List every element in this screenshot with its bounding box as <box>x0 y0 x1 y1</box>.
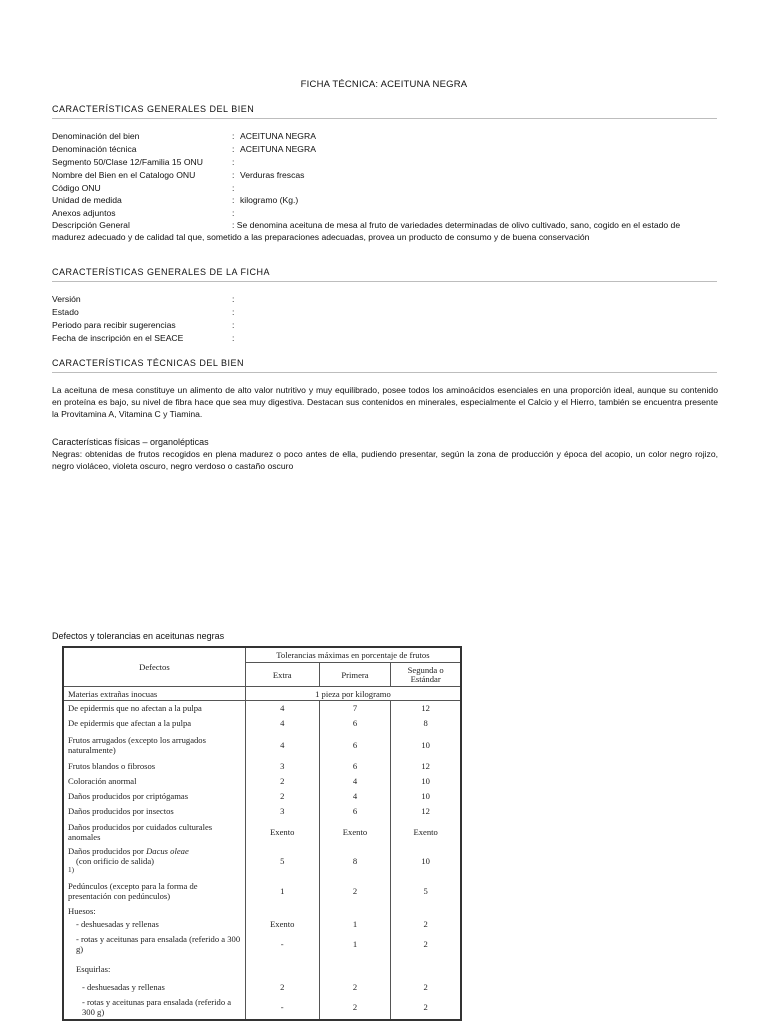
kv-colon: : <box>232 144 235 154</box>
row-label <box>63 930 245 958</box>
cell-primera: Exento <box>319 819 391 846</box>
dacus-label-post: (con orificio de salida) <box>76 855 155 866</box>
esquirlas-text: Esquirlas: <box>76 964 111 975</box>
esquirlas-sub-label: - rotas y aceitunas para ensalada (referido a 300 g) <box>82 996 232 1017</box>
kv-colon: : <box>232 294 235 304</box>
kv-label: Denominación del bien <box>52 131 140 141</box>
cell-segunda: 12 <box>391 759 461 774</box>
huesos-sub-label: - rotas y aceitunas para ensalada (referido a 300 g) <box>76 934 241 955</box>
kv-label: Unidad de medida <box>52 195 122 205</box>
cell-primera: 2 <box>319 994 391 1020</box>
document-title: FICHA TÉCNICA: ACEITUNA NEGRA <box>300 79 468 90</box>
cell-primera: 6 <box>319 804 391 819</box>
row-label <box>63 980 245 994</box>
description-text-line2: madurez adecuado y de calidad tal que, sometido a las preparaciones adecuadas, provea un producto de consumo y de buena conservación <box>52 232 590 242</box>
kv-colon: : <box>232 208 235 218</box>
cell-segunda: Exento <box>391 819 461 846</box>
cell-extra: Exento <box>245 819 319 846</box>
cell-segunda: 2 <box>391 917 461 930</box>
cell-extra: 4 <box>245 731 319 759</box>
cell-segunda: 2 <box>391 980 461 994</box>
header-defects: Defectos <box>63 647 245 687</box>
cell-segunda: 2 <box>391 930 461 958</box>
kv-colon: : <box>232 183 235 193</box>
cell-primera: 8 <box>319 846 391 878</box>
cell-primera: 1 <box>319 930 391 958</box>
cell-extra: - <box>245 930 319 958</box>
row-label: Coloración anormal <box>63 774 245 789</box>
header-segunda: Segunda o Estándar <box>391 663 461 687</box>
row-label: Daños producidos por insectos <box>63 804 245 819</box>
kv-label: Código ONU <box>52 183 101 193</box>
description-label: Descripción General <box>52 220 130 230</box>
dacus-label-pre: Daños producidos por <box>68 845 144 856</box>
esquirlas-sub-label: - deshuesadas y rellenas <box>82 982 165 993</box>
cell-primera: 2 <box>319 980 391 994</box>
section-heading-bien: CARACTERÍSTICAS GENERALES DEL BIEN <box>52 104 717 119</box>
row-label <box>63 994 245 1020</box>
kv-value: Verduras frescas <box>240 170 305 180</box>
dacus-label-italic: Dacus oleae <box>146 845 189 856</box>
physical-paragraph: Negras: obtenidas de frutos recogidos en plena madurez o poco antes de ella, pudiendo presentar, según la zona de producción y época del acopio, un color negro rojizo, negro violáceo, violeta oscuro, negro verdoso o castaño oscuro <box>52 449 718 471</box>
row-label: De epidermis que afectan a la pulpa <box>63 716 245 731</box>
row-label: Frutos blandos o fibrosos <box>63 759 245 774</box>
section-heading-tecnicas: CARACTERÍSTICAS TÉCNICAS DEL BIEN <box>52 358 717 373</box>
nutrition-paragraph: La aceituna de mesa constituye un alimento de alto valor nutritivo y muy equilibrado, posee todos los aminoácidos esenciales en una proporción ideal, aunque su contenido en proteína es bajo, su nivel de fibra hace que sea muy digestiva. Destacan sus contenidos en minerales, especialmente el Calcio y el Hierro, también se encuentra presente la Provitamina A, Vitamina C y Tiamina. <box>52 385 718 419</box>
cell-primera: 6 <box>319 759 391 774</box>
empty-cell <box>319 905 391 917</box>
row-label <box>63 917 245 930</box>
cell-primera: 7 <box>319 701 391 716</box>
kv-label: Segmento 50/Clase 12/Familia 15 ONU <box>52 157 203 167</box>
cell-extra: 5 <box>245 846 319 878</box>
cell-primera: 4 <box>319 789 391 804</box>
cell-primera: 1 <box>319 917 391 930</box>
kv-label: Estado <box>52 307 79 317</box>
kv-value: kilogramo (Kg.) <box>240 195 299 205</box>
kv-colon: : <box>232 333 235 343</box>
cell-extra: 4 <box>245 716 319 731</box>
row-label: De epidermis que no afectan a la pulpa <box>63 701 245 716</box>
row-label: Frutos arrugados (excepto los arrugados naturalmente) <box>63 731 245 759</box>
defects-table <box>62 646 462 1021</box>
cell-segunda: 10 <box>391 774 461 789</box>
footnote-marker: 1) <box>68 865 74 874</box>
cell-primera: 4 <box>319 774 391 789</box>
empty-cell <box>391 958 461 980</box>
header-primera: Primera <box>319 663 391 687</box>
row-label: Materias extrañas inocuas <box>63 687 245 701</box>
physical-subheading: Características físicas – organolépticas <box>52 437 209 447</box>
table-caption: Defectos y tolerancias en aceitunas negras <box>52 631 225 641</box>
description-text-line1: : Se denomina aceituna de mesa al fruto de variedades determinadas de olivo cultivado, sano, cogido en el estado de <box>232 220 681 230</box>
kv-colon: : <box>232 131 235 141</box>
kv-label: Versión <box>52 294 81 304</box>
description-row <box>52 220 130 230</box>
cell-segunda: 10 <box>391 846 461 878</box>
cell-extra: 2 <box>245 774 319 789</box>
kv-label: Anexos adjuntos <box>52 208 116 218</box>
cell-primera: 6 <box>319 716 391 731</box>
esquirlas-label <box>63 958 245 980</box>
row-label-dacus <box>63 846 245 878</box>
cell-primera: 2 <box>319 877 391 905</box>
kv-colon: : <box>232 157 235 167</box>
cell-primera: 6 <box>319 731 391 759</box>
cell-extra: 4 <box>245 701 319 716</box>
kv-colon: : <box>232 320 235 330</box>
empty-cell <box>391 905 461 917</box>
cell-extra: 3 <box>245 759 319 774</box>
cell-extra: 3 <box>245 804 319 819</box>
cell-extra: - <box>245 994 319 1020</box>
kv-label: Nombre del Bien en el Catalogo ONU <box>52 170 196 180</box>
kv-label: Denominación técnica <box>52 144 137 154</box>
cell-segunda: 5 <box>391 877 461 905</box>
cell-extra: 1 <box>245 877 319 905</box>
cell-segunda: 12 <box>391 701 461 716</box>
cell-segunda: 8 <box>391 716 461 731</box>
cell-extra: Exento <box>245 917 319 930</box>
huesos-label: Huesos: <box>63 905 245 917</box>
kv-colon: : <box>232 170 235 180</box>
row-value: 1 pieza por kilogramo <box>245 687 461 701</box>
cell-segunda: 10 <box>391 731 461 759</box>
cell-extra: 2 <box>245 789 319 804</box>
row-label: Daños producidos por cuidados culturales anomales <box>63 819 245 846</box>
cell-segunda: 2 <box>391 994 461 1020</box>
huesos-sub-label: - deshuesadas y rellenas <box>76 918 159 929</box>
kv-colon: : <box>232 195 235 205</box>
row-label: Pedúnculos (excepto para la forma de presentación con pedúnculos) <box>63 877 245 905</box>
cell-segunda: 12 <box>391 804 461 819</box>
kv-label: Fecha de inscripción en el SEACE <box>52 333 184 343</box>
kv-colon: : <box>232 307 235 317</box>
empty-cell <box>245 958 319 980</box>
row-label: Daños producidos por criptógamas <box>63 789 245 804</box>
cell-extra: 2 <box>245 980 319 994</box>
cell-segunda: 10 <box>391 789 461 804</box>
header-extra: Extra <box>245 663 319 687</box>
empty-cell <box>245 905 319 917</box>
kv-value: ACEITUNA NEGRA <box>240 144 316 154</box>
kv-value: ACEITUNA NEGRA <box>240 131 316 141</box>
section-heading-ficha: CARACTERÍSTICAS GENERALES DE LA FICHA <box>52 267 717 282</box>
empty-cell <box>319 958 391 980</box>
header-tolerances: Tolerancias máximas en porcentaje de frutos <box>245 647 461 663</box>
kv-label: Periodo para recibir sugerencias <box>52 320 176 330</box>
